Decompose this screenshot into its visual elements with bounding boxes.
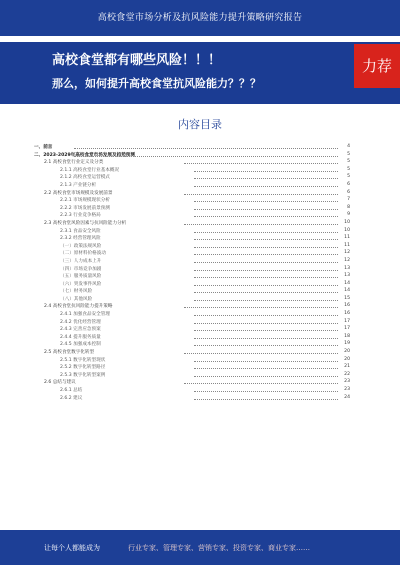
toc-entry-text: （二）原材料价格波动 (60, 251, 106, 257)
toc-entry-text: 2.5 高校食堂数字化转型 (44, 350, 95, 356)
toc-dot-leader (74, 148, 338, 149)
toc-entry-text: （五）服务质量风险 (60, 274, 102, 280)
toc-entry-text: 2.4.4 提升服务质量 (60, 334, 101, 340)
report-title-bar (0, 0, 400, 36)
toc-entry-text: 2.2.3 行业竞争格局 (60, 213, 101, 219)
toc-entry-page: 5 (347, 151, 350, 157)
toc-entry-page: 18 (344, 333, 350, 339)
toc-entry-page: 5 (347, 159, 350, 165)
toc-entry[interactable] (34, 212, 350, 220)
toc-entry-text: 2.5.2 数字化转型路径 (60, 365, 106, 371)
toc-entry-text: 2.2.1 市场规模现状分析 (60, 198, 110, 204)
toc-entry-page: 15 (344, 295, 350, 301)
toc-entry-text: 2.2 高校食堂市场规模及发展前景 (44, 190, 113, 196)
toc-entry-text: 2.6 总结与建议 (44, 380, 76, 386)
toc-entry-page: 11 (344, 235, 350, 241)
toc-entry-text: （一）政策法规风险 (60, 243, 102, 249)
toc-dot-leader (194, 345, 338, 346)
toc-entry-page: 20 (344, 349, 350, 355)
toc-entry-page: 6 (347, 181, 350, 187)
toc-entry-text: （四）市场竞争加剧 (60, 266, 102, 272)
toc-entry-text: 2.4.1 加强食品安全管理 (60, 312, 110, 318)
toc-entry-text: 2.4.5 加强成本控制 (60, 342, 101, 348)
banner-question-1: 高校食堂都有哪些风险！！！ (52, 53, 222, 68)
toc-dot-leader (194, 209, 338, 210)
toc-entry-text: 2.3 高校食堂风险因素与抗风险能力分析 (44, 220, 127, 226)
toc-entry-page: 10 (344, 227, 350, 233)
toc-entry-text: 2.2.2 市场发展前景预测 (60, 205, 110, 211)
toc-entry[interactable] (34, 303, 350, 311)
toc-entry[interactable] (34, 296, 350, 304)
toc-entry[interactable] (34, 341, 350, 349)
toc-dot-leader (194, 391, 338, 392)
toc-dot-leader (194, 399, 338, 400)
toc-entry-page: 5 (347, 174, 350, 180)
toc-title: 内容目录 (178, 118, 222, 131)
toc-entry-page: 16 (344, 303, 350, 309)
toc-dot-leader (184, 224, 338, 225)
toc-dot-leader (184, 383, 338, 384)
toc-dot-leader (194, 247, 338, 248)
toc-entry[interactable] (34, 281, 350, 289)
toc-dot-leader (194, 277, 338, 278)
toc-entry[interactable] (34, 190, 350, 198)
toc-dot-leader (194, 178, 338, 179)
table-of-contents (34, 144, 350, 402)
toc-entry[interactable] (34, 197, 350, 205)
toc-entry-page: 13 (344, 273, 350, 279)
toc-entry-page: 8 (347, 204, 350, 210)
toc-entry[interactable] (34, 228, 350, 236)
toc-dot-leader (184, 163, 338, 164)
toc-entry-text: 2.6.1 总结 (60, 388, 83, 393)
toc-dot-leader (194, 292, 338, 293)
toc-entry[interactable] (34, 235, 350, 243)
toc-entry[interactable] (34, 319, 350, 327)
toc-dot-leader (184, 307, 338, 308)
toc-entry-text: 二、2023-2029年高校食堂市场发展及趋势预测 (34, 152, 135, 158)
toc-entry-text: 2.4.2 优化经营管理 (60, 319, 101, 325)
toc-dot-leader (194, 171, 338, 172)
toc-entry[interactable] (34, 273, 350, 281)
toc-entry-text: 2.4.3 完善应急预案 (60, 327, 101, 333)
toc-entry[interactable] (34, 152, 350, 160)
banner-question-2: 那么，如何提升高校食堂抗风险能力？？？ (52, 77, 261, 90)
toc-entry-text: （三）人力成本上升 (60, 258, 102, 264)
toc-entry-page: 13 (344, 265, 350, 271)
toc-dot-leader (194, 216, 338, 217)
report-title: 高校食堂市场分析及抗风险能力提升策略研究报告 (97, 13, 303, 23)
toc-entry-text: （七）财务风险 (60, 289, 93, 295)
toc-entry-text: 2.3.1 食品安全风险 (60, 228, 101, 234)
toc-entry[interactable] (34, 174, 350, 182)
footer-bar (0, 530, 400, 565)
toc-entry[interactable] (34, 379, 350, 387)
toc-entry-page: 14 (344, 288, 350, 294)
toc-entry-page: 19 (344, 341, 350, 347)
toc-entry-page: 7 (347, 197, 350, 203)
footer-expert-list: 行业专家、管理专家、营销专家、投资专家、商业专家…… (128, 544, 310, 552)
toc-dot-leader (194, 239, 338, 240)
toc-entry-text: （六）突发事件风险 (60, 281, 102, 287)
toc-entry[interactable] (34, 266, 350, 274)
toc-dot-leader (194, 323, 338, 324)
toc-entry-page: 24 (344, 394, 350, 400)
toc-entry-text: 2.1.1 高校食堂行业基本概况 (60, 167, 120, 173)
toc-entry-page: 10 (344, 219, 350, 225)
toc-entry-page: 23 (344, 387, 350, 392)
toc-dot-leader (194, 361, 338, 362)
toc-entry-page: 6 (347, 189, 350, 195)
footer-slogan: 让每个人都能成为 (44, 544, 100, 552)
toc-dot-leader (194, 270, 338, 271)
toc-entry[interactable] (34, 288, 350, 296)
brand-badge: 力荐 (354, 44, 400, 88)
toc-dot-leader (194, 338, 338, 339)
question-banner (0, 42, 400, 104)
toc-entry[interactable] (34, 220, 350, 228)
toc-entry-text: 一、前言 (34, 145, 53, 150)
toc-entry[interactable] (34, 159, 350, 167)
toc-dot-leader (74, 156, 338, 157)
toc-entry-text: 2.5.1 数字化转型现状 (60, 357, 106, 363)
toc-entry[interactable] (34, 258, 350, 266)
toc-entry-page: 20 (344, 356, 350, 362)
toc-dot-leader (194, 254, 338, 255)
toc-entry[interactable] (34, 334, 350, 342)
toc-dot-leader (194, 186, 338, 187)
toc-entry-text: 2.6.2 建议 (60, 395, 83, 401)
toc-entry[interactable] (34, 364, 350, 372)
toc-entry-page: 17 (344, 318, 350, 324)
toc-dot-leader (194, 330, 338, 331)
toc-dot-leader (184, 353, 338, 354)
toc-entry-text: 2.1.2 高校食堂运营模式 (60, 175, 110, 181)
toc-entry[interactable] (34, 182, 350, 190)
toc-dot-leader (194, 376, 338, 377)
toc-dot-leader (194, 232, 338, 233)
toc-dot-leader (194, 201, 338, 202)
toc-entry[interactable] (34, 311, 350, 319)
toc-entry[interactable] (34, 205, 350, 213)
toc-entry-page: 5 (347, 166, 350, 172)
toc-entry-text: 2.1 高校食堂行业定义及分类 (44, 160, 104, 166)
toc-entry-page: 9 (347, 212, 350, 218)
toc-entry[interactable] (34, 357, 350, 365)
toc-entry-page: 12 (344, 257, 350, 263)
toc-entry-text: 2.4 高校食堂抗风险能力提升策略 (44, 304, 113, 310)
toc-dot-leader (184, 194, 338, 195)
toc-entry-page: 21 (344, 364, 350, 370)
toc-entry-page: 14 (344, 280, 350, 286)
toc-entry[interactable] (34, 349, 350, 357)
toc-entry[interactable] (34, 250, 350, 258)
toc-entry-page: 12 (344, 250, 350, 256)
toc-entry[interactable] (34, 395, 350, 403)
toc-dot-leader (194, 368, 338, 369)
toc-entry-page: 4 (347, 144, 350, 149)
toc-dot-leader (194, 300, 338, 301)
toc-entry[interactable] (34, 167, 350, 175)
toc-entry[interactable] (34, 144, 350, 152)
toc-entry-page: 11 (344, 242, 350, 248)
toc-entry-text: （八）其他风险 (60, 296, 93, 302)
toc-dot-leader (194, 262, 338, 263)
toc-entry-page: 22 (344, 371, 350, 377)
toc-entry[interactable] (34, 326, 350, 334)
toc-entry-page: 17 (344, 326, 350, 332)
toc-entry[interactable] (34, 243, 350, 251)
toc-entry-text: 2.3.2 经营管理风险 (60, 236, 101, 242)
toc-entry-page: 23 (344, 379, 350, 385)
toc-dot-leader (194, 285, 338, 286)
toc-entry[interactable] (34, 387, 350, 395)
toc-entry-text: 2.1.3 产业链分析 (60, 182, 97, 188)
toc-entry[interactable] (34, 372, 350, 380)
toc-dot-leader (194, 315, 338, 316)
toc-entry-text: 2.5.3 数字化转型案例 (60, 372, 106, 378)
toc-entry-page: 16 (344, 311, 350, 317)
